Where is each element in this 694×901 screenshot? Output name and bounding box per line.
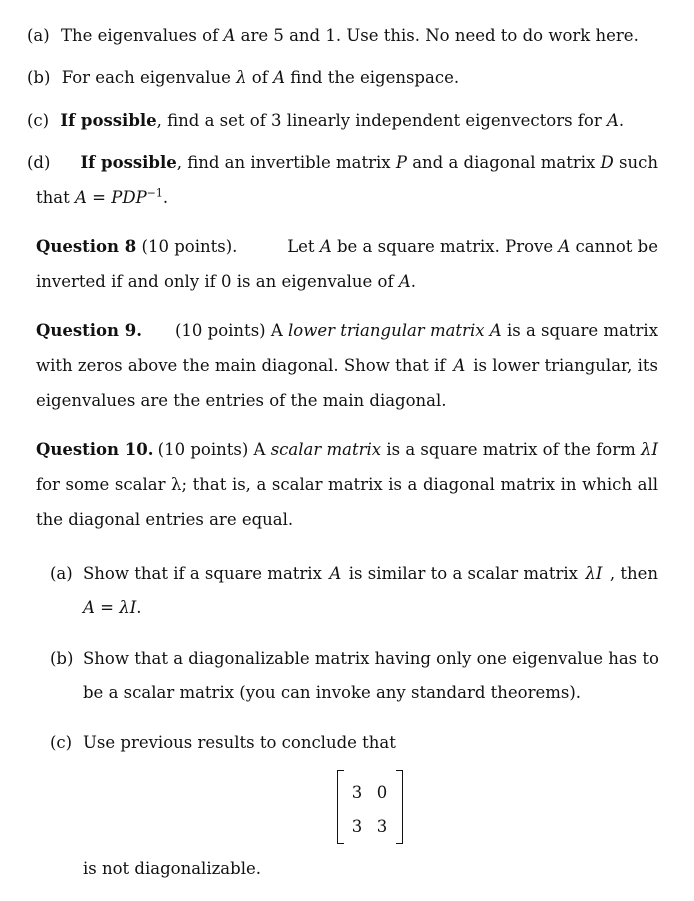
q10-item-c-label: (c) [50, 733, 73, 752]
question-9 [36, 321, 658, 341]
question-10-heading: Question 10. [36, 440, 154, 459]
item-c-text: If possible, find a set of 3 linearly independent eigenvectors for A. [60, 111, 625, 130]
item-a-label: (a) [27, 26, 50, 45]
matrix [337, 770, 403, 844]
matrix-cell: 3 [351, 817, 363, 836]
item-c-label: (c) [27, 111, 50, 130]
q10-item-a-text: Show that if a square matrix A is similar to a scalar matrix λI , then [83, 564, 658, 583]
matrix-cell: 0 [376, 783, 388, 802]
item-b-label: (b) [27, 68, 51, 87]
matrix-cell: 3 [351, 783, 363, 802]
question-8-line2: inverted if and only if 0 is an eigenvalue of A. [36, 272, 416, 291]
item-c [27, 111, 624, 131]
question-8 [36, 237, 658, 257]
q10-item-b-label: (b) [50, 649, 74, 668]
item-a-text: The eigenvalues of A are 5 and 1. Use this. No need to do work here. [60, 26, 639, 45]
item-a [27, 26, 639, 46]
question-10 [36, 440, 658, 460]
q10-item-a-line2: A = λI. [83, 598, 142, 617]
item-b-text: For each eigenvalue λ of A find the eigenspace. [61, 68, 460, 87]
item-d-text: If possible, find an invertible matrix P and a diagonal matrix D such [80, 153, 658, 172]
question-8-heading: Question 8 (10 points). [36, 237, 238, 256]
question-8-text: Let A be a square matrix. Prove A cannot be [287, 237, 658, 256]
item-d [27, 153, 658, 173]
q10-item-c-after: is not diagonalizable. [83, 859, 261, 878]
q10-item-a-label: (a) [50, 564, 73, 583]
question-10-text: (10 points) A scalar matrix is a square matrix of the form λI [157, 440, 658, 459]
matrix-cell: 3 [376, 817, 388, 836]
question-10-line3: the diagonal entries are equal. [36, 510, 294, 529]
q10-item-b-line2: be a scalar matrix (you can invoke any standard theorems). [83, 683, 582, 702]
matrix-left-bracket [337, 770, 344, 844]
item-d-label: (d) [27, 153, 51, 172]
question-9-line2: with zeros above the main diagonal. Show that if A is lower triangular, its [36, 356, 658, 375]
question-9-text: (10 points) A lower triangular matrix A is a square matrix [174, 321, 658, 340]
q10-item-b-line1: Show that a diagonalizable matrix having only one eigenvalue has to [83, 649, 659, 668]
q10-item-c-line1: Use previous results to conclude that [83, 733, 396, 752]
matrix-right-bracket [396, 770, 403, 844]
question-10-line2: for some scalar λ; that is, a scalar matrix is a diagonal matrix in which all [36, 475, 658, 494]
question-9-heading: Question 9. [36, 321, 143, 340]
item-d-line2: that $A = PDP^{-1}$. [36, 186, 169, 207]
item-b [27, 68, 459, 88]
question-9-line3: eigenvalues are the entries of the main diagonal. [36, 391, 447, 410]
